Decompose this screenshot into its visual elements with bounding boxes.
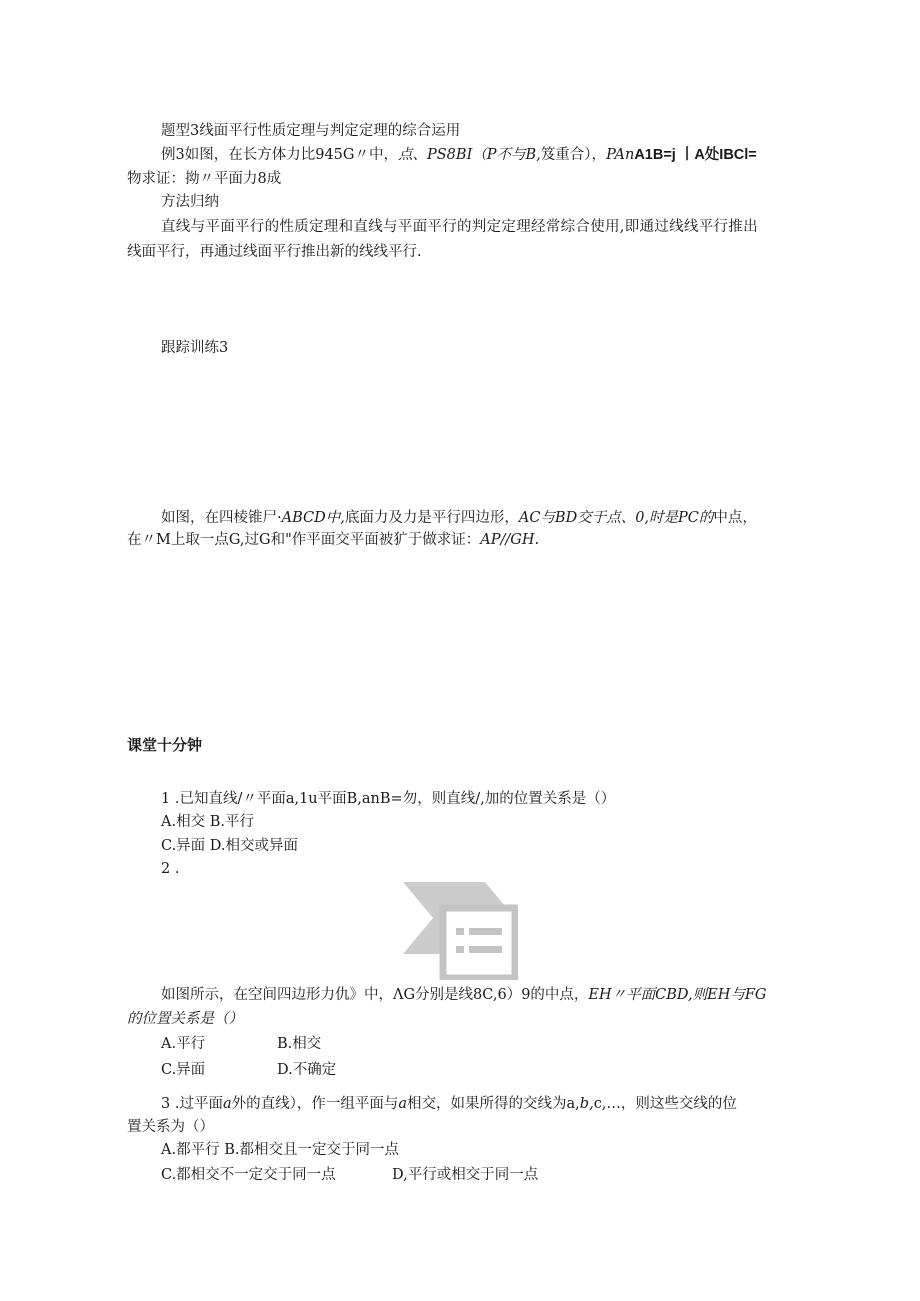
question-3-options-ab: A.都平行 B.都相交且一定交于同一点 bbox=[161, 1142, 399, 1158]
example-text: 点、PS8B bbox=[397, 147, 467, 163]
method-paragraph-line-2: 线面平行，再通过线面平行推出新的线线平行. bbox=[127, 244, 422, 260]
figure-placeholder-icon bbox=[403, 880, 518, 980]
question-3-line-2: 置关系为（） bbox=[127, 1119, 214, 1135]
classroom-heading: 课堂十分钟 bbox=[127, 736, 203, 754]
question-3-line-1 bbox=[161, 1094, 737, 1114]
problem-text: 在〃M上取一点G,过G和"作平面交平面被犷于做求证： bbox=[127, 532, 481, 548]
question-3-option-d: D,平行或相交于同一点 bbox=[392, 1167, 539, 1183]
example-text: 笈重合）， bbox=[540, 147, 607, 163]
question-text: 外的直线），作一组平面与 bbox=[231, 1096, 399, 1112]
training-problem-line-2 bbox=[127, 530, 539, 550]
example-text: 丨A处IBCl= bbox=[679, 147, 757, 163]
problem-text: ABCD中, bbox=[281, 510, 345, 526]
question-text: 如图所示，在空间四边形力仇》中，ΛG分别是线8C,6）9的中点， bbox=[161, 987, 589, 1003]
question-2-option-c: C.异面 bbox=[161, 1062, 206, 1078]
question-2-option-b: B.相交 bbox=[277, 1036, 322, 1052]
question-2-text-line-2: 的位置关系是（） bbox=[127, 1011, 243, 1027]
proof-line: 物求证：拗〃平面力8成 bbox=[127, 171, 282, 187]
question-2-option-a: A.平行 bbox=[161, 1036, 206, 1052]
problem-text: 底面力及力是平行四边形， bbox=[344, 510, 519, 526]
question-2-text-line-1 bbox=[161, 985, 767, 1005]
method-title: 方法归纳 bbox=[161, 194, 219, 210]
question-1-options-cd: C.异面 D.相交或异面 bbox=[161, 838, 299, 854]
question-1-options-ab: A.相交 B.平行 bbox=[161, 814, 254, 830]
question-2-number: 2 . bbox=[161, 861, 180, 877]
problem-text: 中点， bbox=[713, 510, 757, 526]
problem-text: 如图，在四棱锥尸· bbox=[161, 510, 282, 526]
method-paragraph-line-1: 直线与平面平行的性质定理和直线与平面平行的判定定理经常综合使用,即通过线线平行推出 bbox=[161, 219, 758, 235]
question-text: a bbox=[222, 1096, 232, 1112]
question-text: a bbox=[398, 1096, 408, 1112]
question-text: 3 .过平面 bbox=[161, 1096, 223, 1112]
example-text: A1B=j bbox=[634, 147, 676, 163]
example-text: I（P不与B, bbox=[466, 147, 541, 163]
question-text: c,…，则这些交线的位 bbox=[593, 1096, 737, 1112]
example-text: 例3如图，在长方体力比945G〃中， bbox=[161, 147, 398, 163]
question-2-option-d: D.不确定 bbox=[277, 1062, 337, 1078]
training-title: 跟踪训练3 bbox=[161, 340, 229, 356]
question-text: b, bbox=[579, 1096, 594, 1112]
question-3-option-c: C.都相交不一定交于同一点 bbox=[161, 1167, 336, 1183]
question-text: 相交，如果所得的交线为a, bbox=[407, 1096, 580, 1112]
training-problem-line-1 bbox=[161, 508, 757, 528]
problem-text: AP//GH. bbox=[480, 532, 540, 548]
problem-text: AC与BD交于点、0,时是PC的 bbox=[518, 510, 714, 526]
question-text: EH〃平面CBD,则EH与FG bbox=[588, 987, 767, 1003]
section-title: 题型3线面平行性质定理与判定定理的综合运用 bbox=[161, 123, 461, 139]
question-1: 1 .已知直线/〃平面a,1u平面B,anB=勿，则直线/,加的位置关系是（） bbox=[161, 791, 616, 807]
example-text: PAn bbox=[606, 147, 635, 163]
example-3-line bbox=[161, 145, 757, 165]
